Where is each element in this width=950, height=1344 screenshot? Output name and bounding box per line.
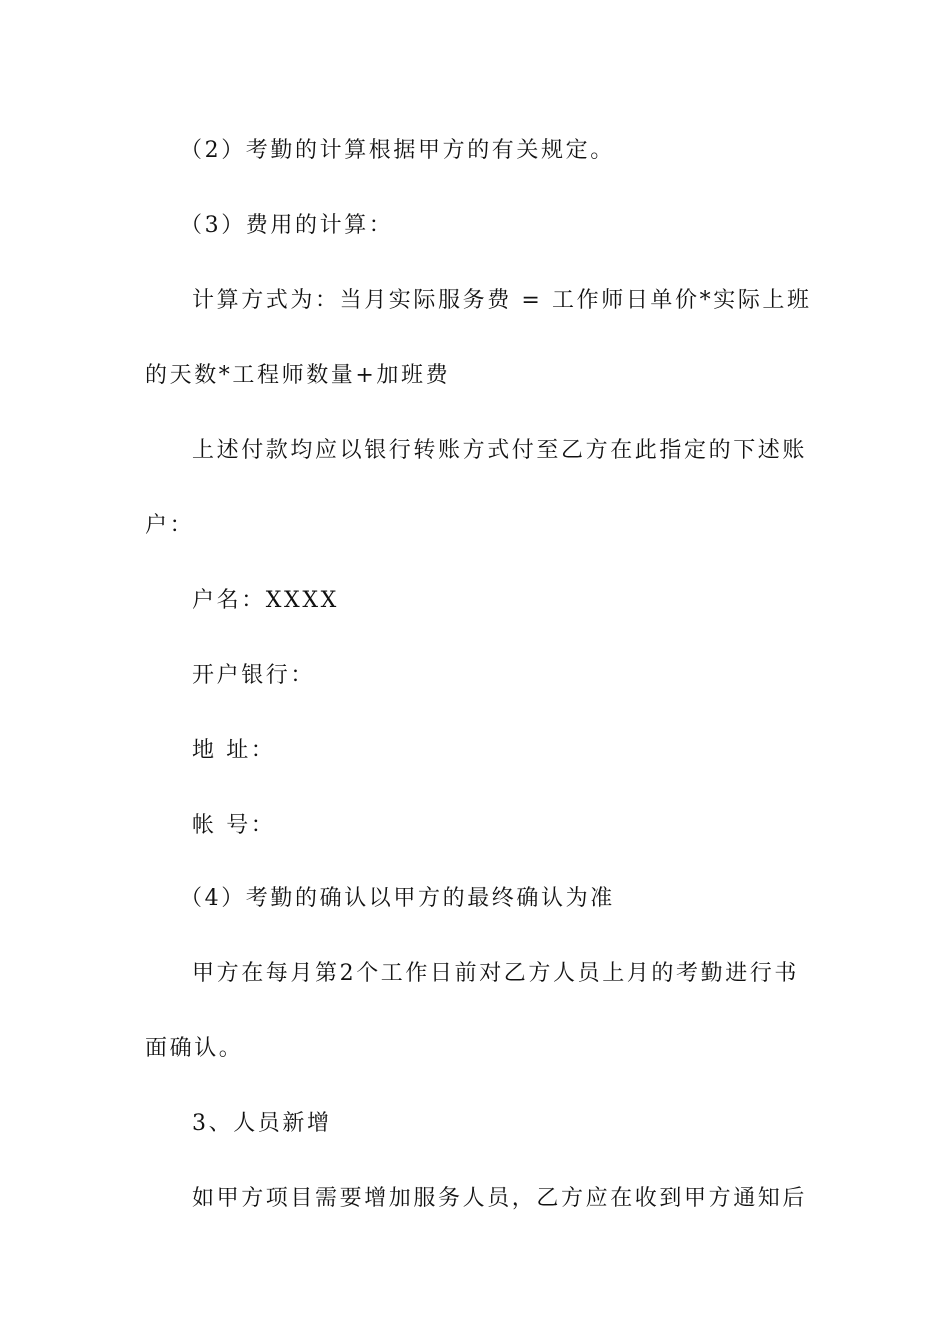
bank-address: 地 址： — [192, 738, 276, 763]
payment-line-1: 上述付款均应以银行转账方式付至乙方在此指定的下述账 — [192, 438, 808, 463]
bank-name: 开户银行： — [192, 663, 316, 688]
confirmation-line-1: 甲方在每月第2个工作日前对乙方人员上月的考勤进行书 — [192, 961, 799, 986]
clause-fee-calculation: （3）费用的计算： — [180, 213, 394, 238]
confirmation-line-2: 面确认。 — [145, 1036, 244, 1061]
formula-line-1: 计算方式为：当月实际服务费 = 工作师日单价*实际上班 — [192, 288, 812, 313]
clause-attendance-confirmation: （4）考勤的确认以甲方的最终确认为准 — [180, 886, 615, 911]
section-staff-addition: 3、人员新增 — [192, 1111, 332, 1136]
payment-line-2: 户： — [145, 513, 195, 538]
account-number: 帐 号： — [192, 813, 276, 838]
clause-attendance-calculation: （2）考勤的计算根据甲方的有关规定。 — [180, 138, 615, 163]
staff-addition-text: 如甲方项目需要增加服务人员，乙方应在收到甲方通知后 — [192, 1186, 808, 1211]
formula-line-2: 的天数*工程师数量+加班费 — [145, 363, 451, 388]
account-name: 户名：XXXX — [192, 588, 339, 613]
